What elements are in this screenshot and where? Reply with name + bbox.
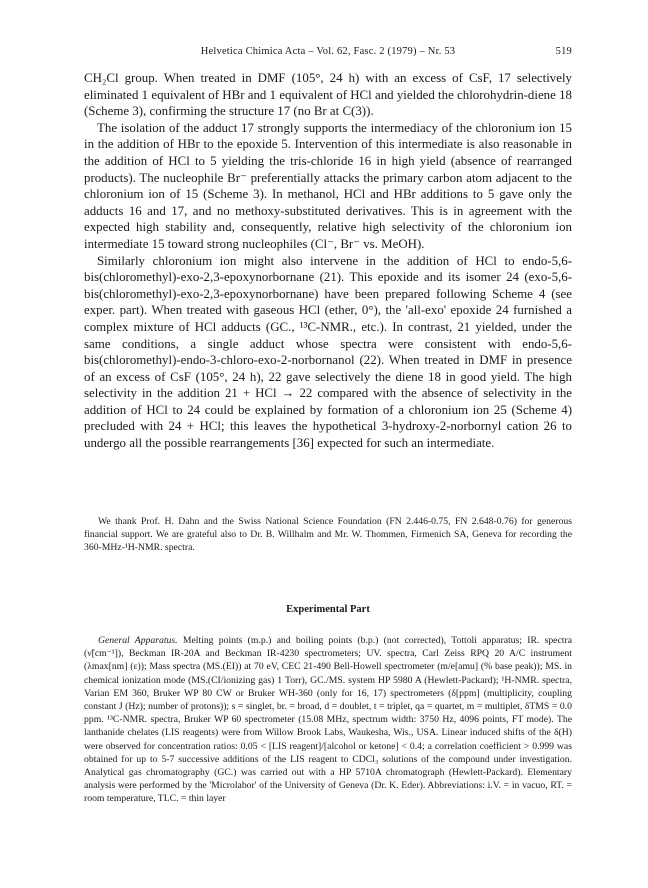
experimental-paragraph <box>84 634 572 806</box>
body-paragraph-2: The isolation of the adduct 17 strongly supports the intermediacy of the chloronium ion 15 in the addition of HBr to the epoxide 5. Intervention of this intermediate is also reasonable in the addition of HCl to 5 yielding the tris-chloride 16 in high yield (absence of rearranged products). The nucleophile Br⁻ preferentially attacks the primary carbon atom adjacent to the chloronium ion of 15 (Scheme 3). In methanol, HCl and HBr additions to 5 gave only the adducts 16 and 17, and no methoxy-substituted derivatives. This is in agreement with the expected high stability and, consequently, relative high selectivity of the chloronium ion intermediate 15 toward strong nucleophiles (Cl⁻, Br⁻ vs. MeOH). <box>84 120 572 251</box>
experimental-lead-heading: General Apparatus. <box>98 635 178 646</box>
main-body-text <box>84 70 572 452</box>
body-paragraph-1: CH₂Cl group. When treated in DMF (105°, 24 h) with an excess of CsF, 17 selectively eliminated 1 equivalent of HBr and 1 equivalent of HCl and yielded the chlorohydrin-diene 18 (Scheme 3), confirming the structure 17 (no Br at C(3)). <box>84 71 572 119</box>
section-title-experimental: Experimental Part <box>286 604 370 615</box>
journal-citation: Helvetica Chimica Acta – Vol. 62, Fasc. 2 (1979) – Nr. 53 <box>200 46 456 57</box>
page-number: 519 <box>555 46 572 57</box>
body-paragraph-3: Similarly chloronium ion might also intervene in the addition of HCl to endo-5,6-bis(chloromethyl)-exo-2,3-epoxynorbornane (21). This epoxide and its isomer 24 (exo-5,6-bis(chloromethyl)-exo-2,3-epoxynorbornane) have been prepared following Scheme 4 (see exper. part). When treated with gaseous HCl (ether, 0°), the 'all-exo' epoxide 24 furnished a complex mixture of HCl adducts (GC., ¹³C-NMR., etc.). In contrast, 21 yielded, under the same conditions, a single adduct whose spectra were consistent with endo-5,6-bis(chloromethyl)-endo-3-chloro-exo-2-norbornanol (22). When treated in DMF in presence of an excess of CsF (105°, 24 h), 22 gave selectively the diene 18 in good yield. The high selectivity in the addition 21 + HCl → 22 compared with the absence of selectivity in the addition of HCl to 24 could be explained by formation of a chloronium ion 25 (Scheme 4) precluded with 24 + HCl; this leaves the hypothetical 3-hydroxy-2-norbornyl cation 26 to undergo all the possible rearrangements [36] expected for such an intermediate. <box>84 253 572 451</box>
acknowledgement-text: We thank Prof. H. Dahn and the Swiss National Science Foundation (FN 2.446-0.75, FN 2.648-0.76) for generous financial support. We are grateful also to Dr. B. Willhalm and Mr. W. Thommen, Firmenich SA, Geneva for recording the 360-MHz-¹H-NMR. spectra. <box>84 516 572 554</box>
experimental-section <box>84 634 572 806</box>
running-header <box>84 46 572 60</box>
experimental-text: Melting points (m.p.) and boiling points (b.p.) (not corrected), Tottoli apparatus; IR. spectra (ν̃[cm⁻¹]), Beckman IR-20A and Beckman IR-4230 spectrometers; UV. spectra, Carl Zeiss RPQ 20 A/C instrument (λmax[nm] (ε)); Mass spectra (MS.(EI)) at 70 eV, CEC 21-490 Bell-Howell spectrometer (m/e[amu] (% base peak)); MS. in chemical ionization mode (MS.(CI/ionizing gas) 1 Torr), GC./MS. system HP 5980 A (Hewlett-Packard); ¹H-NMR. spectra, Varian EM 360, Bruker WP 80 CW or Bruker WH-360 (only for 16, 17) spectrometers (δ[ppm] (multiplicity, coupling constant J (Hz); number of protons)); s = singlet, br. = broad, d = doublet, t = triplet, qa = quartet, m = multiplet, δTMS = 0.0 ppm. ¹³C-NMR. spectra, Bruker WP 60 spectrometer (15.08 MHz, spectrum width: 3750 Hz, 4096 points, FT mode). The lanthanide chelates (LIS reagents) were from Willow Brook Labs, Waukesha, Wis., USA. Linear induced shifts of the δ(H) were observed for concentration ratios: 0.05 < [LIS reagent]/[alcohol or ketone] < 0.4; a correlation coefficient > 0.999 was obtained for up to 5-7 successive additions of the LIS reagent to CDCl₃ solutions of the compound under investigation. Analytical gas chromatography (GC.) was carried out with a HP 5710A chromatograph (Hewlett-Packard). Elementary analysis were performed by the 'Microlabor' of the University of Geneva (Dr. K. Eder). Abbreviations: i.V. = in vacuo, RT. = room temperature, TLC. = thin layer <box>84 635 573 805</box>
acknowledgement-section <box>84 515 572 555</box>
